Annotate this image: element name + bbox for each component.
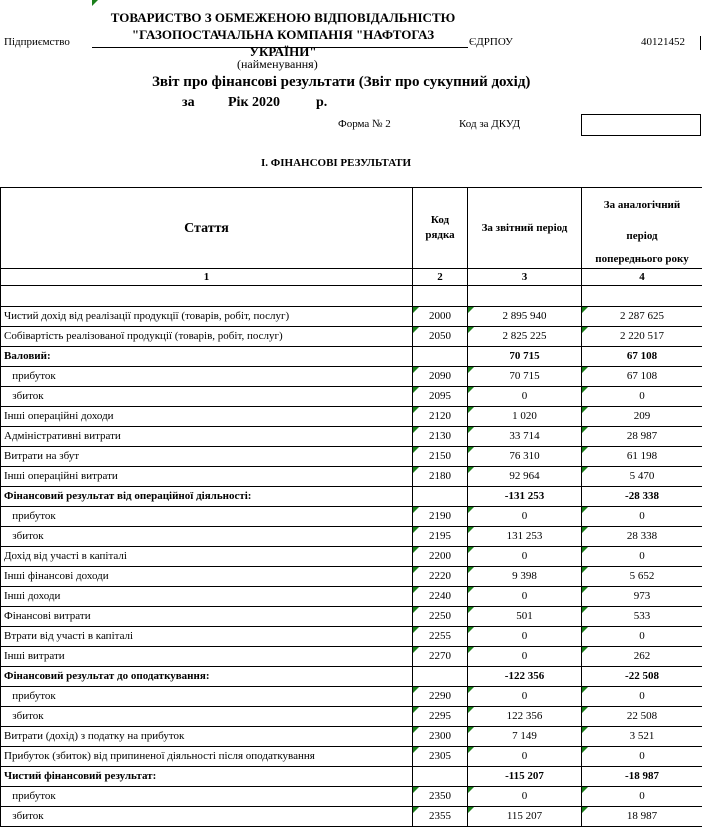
row-article: Дохід від участі в капіталі bbox=[1, 547, 413, 567]
row-previous-value: 2 220 517 bbox=[582, 327, 702, 347]
table-row bbox=[1, 747, 702, 767]
table-row bbox=[1, 427, 702, 447]
cell-marker bbox=[413, 747, 419, 753]
row-article: прибуток bbox=[1, 367, 413, 387]
cell-marker bbox=[413, 647, 419, 653]
cell-marker bbox=[413, 407, 419, 413]
row-article: збиток bbox=[1, 807, 413, 827]
cell-marker bbox=[413, 327, 419, 333]
table-row bbox=[1, 567, 702, 587]
row-code: 2180 bbox=[413, 467, 468, 487]
enterprise-label: Підприємство bbox=[4, 36, 70, 48]
col-number-2: 2 bbox=[413, 269, 468, 286]
period-suffix: р. bbox=[316, 95, 327, 111]
col-number-3: 3 bbox=[468, 269, 582, 286]
row-article: Адміністративні витрати bbox=[1, 427, 413, 447]
row-code: 2000 bbox=[413, 307, 468, 327]
row-current-value: 0 bbox=[468, 507, 582, 527]
table-row bbox=[1, 447, 702, 467]
row-code: 2130 bbox=[413, 427, 468, 447]
row-article: Валовий: bbox=[1, 347, 413, 367]
row-code: 2220 bbox=[413, 567, 468, 587]
row-code bbox=[413, 487, 468, 507]
cell-marker bbox=[468, 607, 474, 613]
row-article: Собівартість реалізованої продукції (товарів, робіт, послуг) bbox=[1, 327, 413, 347]
table-body bbox=[1, 307, 702, 827]
row-previous-value: 3 521 bbox=[582, 727, 702, 747]
cell-marker bbox=[582, 587, 588, 593]
table-row bbox=[1, 767, 702, 787]
form-label: Форма № 2 bbox=[338, 118, 391, 130]
cell-marker bbox=[582, 427, 588, 433]
cell-marker bbox=[413, 307, 419, 313]
table-row bbox=[1, 587, 702, 607]
cell-marker bbox=[413, 687, 419, 693]
row-article: Інші операційні доходи bbox=[1, 407, 413, 427]
dkud-label: Код за ДКУД bbox=[459, 118, 520, 130]
cell-marker bbox=[468, 787, 474, 793]
table-row bbox=[1, 547, 702, 567]
col-prev-header bbox=[582, 188, 702, 269]
cell-marker bbox=[413, 387, 419, 393]
cell-marker bbox=[582, 307, 588, 313]
cell-marker bbox=[468, 547, 474, 553]
cell-marker bbox=[413, 807, 419, 813]
row-code bbox=[413, 767, 468, 787]
row-current-value: 0 bbox=[468, 587, 582, 607]
row-previous-value: 0 bbox=[582, 787, 702, 807]
row-current-value: 70 715 bbox=[468, 367, 582, 387]
cell-marker bbox=[413, 587, 419, 593]
row-code: 2195 bbox=[413, 527, 468, 547]
row-code bbox=[413, 667, 468, 687]
cell-marker bbox=[582, 747, 588, 753]
row-article: Прибуток (збиток) від припиненої діяльності після оподаткування bbox=[1, 747, 413, 767]
table-row bbox=[1, 627, 702, 647]
row-code: 2295 bbox=[413, 707, 468, 727]
cell-marker bbox=[468, 507, 474, 513]
row-article: збиток bbox=[1, 527, 413, 547]
row-current-value: 2 895 940 bbox=[468, 307, 582, 327]
cell-marker bbox=[582, 527, 588, 533]
table-row bbox=[1, 527, 702, 547]
row-code: 2355 bbox=[413, 807, 468, 827]
cell-marker bbox=[413, 727, 419, 733]
row-previous-value: 5 470 bbox=[582, 467, 702, 487]
table-row bbox=[1, 647, 702, 667]
row-current-value: 0 bbox=[468, 787, 582, 807]
table-row bbox=[1, 667, 702, 687]
row-current-value: 0 bbox=[468, 747, 582, 767]
row-article: Фінансовий результат від операційної діяльності: bbox=[1, 487, 413, 507]
row-current-value: 9 398 bbox=[468, 567, 582, 587]
row-previous-value: 0 bbox=[582, 687, 702, 707]
cell-marker bbox=[582, 407, 588, 413]
row-current-value: 115 207 bbox=[468, 807, 582, 827]
row-current-value: -115 207 bbox=[468, 767, 582, 787]
cell-marker bbox=[468, 687, 474, 693]
table-row bbox=[1, 367, 702, 387]
row-previous-value: 0 bbox=[582, 387, 702, 407]
cell-marker bbox=[468, 747, 474, 753]
cell-marker bbox=[582, 507, 588, 513]
table-row bbox=[1, 507, 702, 527]
table-row bbox=[1, 707, 702, 727]
row-current-value: 0 bbox=[468, 647, 582, 667]
report-title: Звіт про фінансові результати (Звіт про сукупний дохід) bbox=[152, 74, 530, 91]
row-previous-value: 28 338 bbox=[582, 527, 702, 547]
row-article: Інші фінансові доходи bbox=[1, 567, 413, 587]
row-previous-value: 0 bbox=[582, 547, 702, 567]
cell-marker bbox=[582, 807, 588, 813]
cell-marker bbox=[582, 687, 588, 693]
cell-marker bbox=[413, 367, 419, 373]
cell-marker bbox=[413, 707, 419, 713]
row-previous-value: 0 bbox=[582, 747, 702, 767]
cell-marker bbox=[582, 327, 588, 333]
table-row bbox=[1, 687, 702, 707]
row-article: Інші витрати bbox=[1, 647, 413, 667]
row-article: Інші операційні витрати bbox=[1, 467, 413, 487]
row-code: 2150 bbox=[413, 447, 468, 467]
cell-marker bbox=[413, 547, 419, 553]
row-current-value: 501 bbox=[468, 607, 582, 627]
row-previous-value: 67 108 bbox=[582, 347, 702, 367]
cell-marker bbox=[582, 707, 588, 713]
table-row bbox=[1, 347, 702, 367]
cell-marker bbox=[468, 527, 474, 533]
table-header-row bbox=[1, 188, 702, 269]
col-article-header: Стаття bbox=[1, 188, 413, 269]
row-previous-value: 18 987 bbox=[582, 807, 702, 827]
cell-marker bbox=[468, 707, 474, 713]
col-number-4: 4 bbox=[582, 269, 702, 286]
cell-marker bbox=[413, 787, 419, 793]
cell-marker bbox=[468, 327, 474, 333]
row-previous-value: 5 652 bbox=[582, 567, 702, 587]
edrpou-value: 40121452 bbox=[641, 36, 685, 48]
cell-marker bbox=[413, 607, 419, 613]
row-current-value: -131 253 bbox=[468, 487, 582, 507]
cell-marker bbox=[582, 447, 588, 453]
row-current-value: 122 356 bbox=[468, 707, 582, 727]
col-current-header: За звітний період bbox=[468, 188, 582, 269]
edrpou-box-edge bbox=[700, 36, 701, 50]
cell-marker bbox=[582, 727, 588, 733]
cell-marker bbox=[582, 607, 588, 613]
cell-marker bbox=[582, 467, 588, 473]
cell-marker bbox=[92, 0, 98, 6]
row-article: збиток bbox=[1, 387, 413, 407]
row-article: Витрати (дохід) з податку на прибуток bbox=[1, 727, 413, 747]
row-current-value: 0 bbox=[468, 627, 582, 647]
row-previous-value: 0 bbox=[582, 507, 702, 527]
row-current-value: 92 964 bbox=[468, 467, 582, 487]
col-prev-line1: За аналогічний bbox=[585, 190, 699, 221]
cell-marker bbox=[468, 387, 474, 393]
row-previous-value: 533 bbox=[582, 607, 702, 627]
row-article: прибуток bbox=[1, 507, 413, 527]
row-code: 2200 bbox=[413, 547, 468, 567]
row-previous-value: 2 287 625 bbox=[582, 307, 702, 327]
cell-marker bbox=[468, 807, 474, 813]
row-current-value: 131 253 bbox=[468, 527, 582, 547]
row-article: Втрати від участі в капіталі bbox=[1, 627, 413, 647]
row-code: 2300 bbox=[413, 727, 468, 747]
row-article: прибуток bbox=[1, 787, 413, 807]
row-code: 2270 bbox=[413, 647, 468, 667]
cell-marker bbox=[413, 447, 419, 453]
row-previous-value: 209 bbox=[582, 407, 702, 427]
row-previous-value: -22 508 bbox=[582, 667, 702, 687]
row-previous-value: 973 bbox=[582, 587, 702, 607]
row-code: 2050 bbox=[413, 327, 468, 347]
row-code: 2190 bbox=[413, 507, 468, 527]
cell-marker bbox=[582, 647, 588, 653]
table-row bbox=[1, 787, 702, 807]
cell-marker bbox=[582, 387, 588, 393]
row-code: 2255 bbox=[413, 627, 468, 647]
cell-marker bbox=[468, 467, 474, 473]
row-code: 2120 bbox=[413, 407, 468, 427]
period-prefix: за bbox=[182, 95, 195, 111]
row-previous-value: 22 508 bbox=[582, 707, 702, 727]
cell-marker bbox=[582, 787, 588, 793]
cell-marker bbox=[582, 547, 588, 553]
row-current-value: 7 149 bbox=[468, 727, 582, 747]
cell-marker bbox=[413, 467, 419, 473]
cell-marker bbox=[468, 727, 474, 733]
cell-marker bbox=[413, 427, 419, 433]
row-current-value: 1 020 bbox=[468, 407, 582, 427]
row-previous-value: -28 338 bbox=[582, 487, 702, 507]
table-row bbox=[1, 467, 702, 487]
cell-marker bbox=[468, 567, 474, 573]
cell-marker bbox=[413, 507, 419, 513]
row-previous-value: 61 198 bbox=[582, 447, 702, 467]
col-code-header bbox=[413, 188, 468, 269]
cell-marker bbox=[582, 367, 588, 373]
period-value: Рік 2020 bbox=[228, 95, 280, 111]
row-code: 2350 bbox=[413, 787, 468, 807]
row-current-value: 0 bbox=[468, 387, 582, 407]
col-number-1: 1 bbox=[1, 269, 413, 286]
row-code: 2240 bbox=[413, 587, 468, 607]
row-previous-value: 262 bbox=[582, 647, 702, 667]
row-current-value: 0 bbox=[468, 547, 582, 567]
spacer-row bbox=[1, 286, 702, 307]
cell-marker bbox=[468, 627, 474, 633]
cell-marker bbox=[413, 527, 419, 533]
cell-marker bbox=[413, 627, 419, 633]
cell-marker bbox=[468, 587, 474, 593]
financial-results-table bbox=[0, 187, 702, 827]
cell-marker bbox=[413, 567, 419, 573]
row-code: 2095 bbox=[413, 387, 468, 407]
section-title: І. ФІНАНСОВІ РЕЗУЛЬТАТИ bbox=[261, 157, 411, 169]
row-previous-value: 0 bbox=[582, 627, 702, 647]
row-article: Чистий дохід від реалізації продукції (товарів, робіт, послуг) bbox=[1, 307, 413, 327]
table-row bbox=[1, 487, 702, 507]
cell-marker bbox=[468, 647, 474, 653]
col-code-line1: Код bbox=[416, 213, 464, 228]
row-article: Фінансовий результат до оподаткування: bbox=[1, 667, 413, 687]
cell-marker bbox=[582, 567, 588, 573]
row-code bbox=[413, 347, 468, 367]
row-previous-value: -18 987 bbox=[582, 767, 702, 787]
table-row bbox=[1, 727, 702, 747]
row-code: 2305 bbox=[413, 747, 468, 767]
table-row bbox=[1, 607, 702, 627]
cell-marker bbox=[468, 447, 474, 453]
edrpou-label: ЄДРПОУ bbox=[469, 36, 513, 48]
col-prev-line3: попереднього року bbox=[585, 252, 699, 267]
row-article: Чистий фінансовий результат: bbox=[1, 767, 413, 787]
dkud-code-box[interactable] bbox=[581, 114, 701, 136]
row-code: 2250 bbox=[413, 607, 468, 627]
table-row bbox=[1, 387, 702, 407]
row-current-value: 2 825 225 bbox=[468, 327, 582, 347]
company-name-line1: ТОВАРИСТВО З ОБМЕЖЕНОЮ ВІДПОВІДАЛЬНІСТЮ bbox=[98, 9, 468, 26]
table-row bbox=[1, 307, 702, 327]
row-article: збиток bbox=[1, 707, 413, 727]
company-underline bbox=[92, 47, 468, 48]
column-number-row bbox=[1, 269, 702, 286]
table-row bbox=[1, 407, 702, 427]
cell-marker bbox=[468, 407, 474, 413]
row-article: Витрати на збут bbox=[1, 447, 413, 467]
cell-marker bbox=[468, 427, 474, 433]
company-name-line2: "ГАЗОПОСТАЧАЛЬНА КОМПАНІЯ "НАФТОГАЗ УКРАЇНИ" bbox=[98, 26, 468, 60]
col-code-line2: рядка bbox=[416, 228, 464, 243]
row-previous-value: 28 987 bbox=[582, 427, 702, 447]
row-code: 2290 bbox=[413, 687, 468, 707]
cell-marker bbox=[468, 307, 474, 313]
row-article: Інші доходи bbox=[1, 587, 413, 607]
table-row bbox=[1, 807, 702, 827]
row-current-value: 0 bbox=[468, 687, 582, 707]
row-current-value: 76 310 bbox=[468, 447, 582, 467]
row-article: Фінансові витрати bbox=[1, 607, 413, 627]
row-previous-value: 67 108 bbox=[582, 367, 702, 387]
row-article: прибуток bbox=[1, 687, 413, 707]
name-caption: (найменування) bbox=[237, 57, 318, 72]
col-prev-line2: період bbox=[585, 221, 699, 252]
row-current-value: 33 714 bbox=[468, 427, 582, 447]
row-current-value: -122 356 bbox=[468, 667, 582, 687]
cell-marker bbox=[582, 627, 588, 633]
row-current-value: 70 715 bbox=[468, 347, 582, 367]
row-code: 2090 bbox=[413, 367, 468, 387]
table-row bbox=[1, 327, 702, 347]
cell-marker bbox=[468, 367, 474, 373]
